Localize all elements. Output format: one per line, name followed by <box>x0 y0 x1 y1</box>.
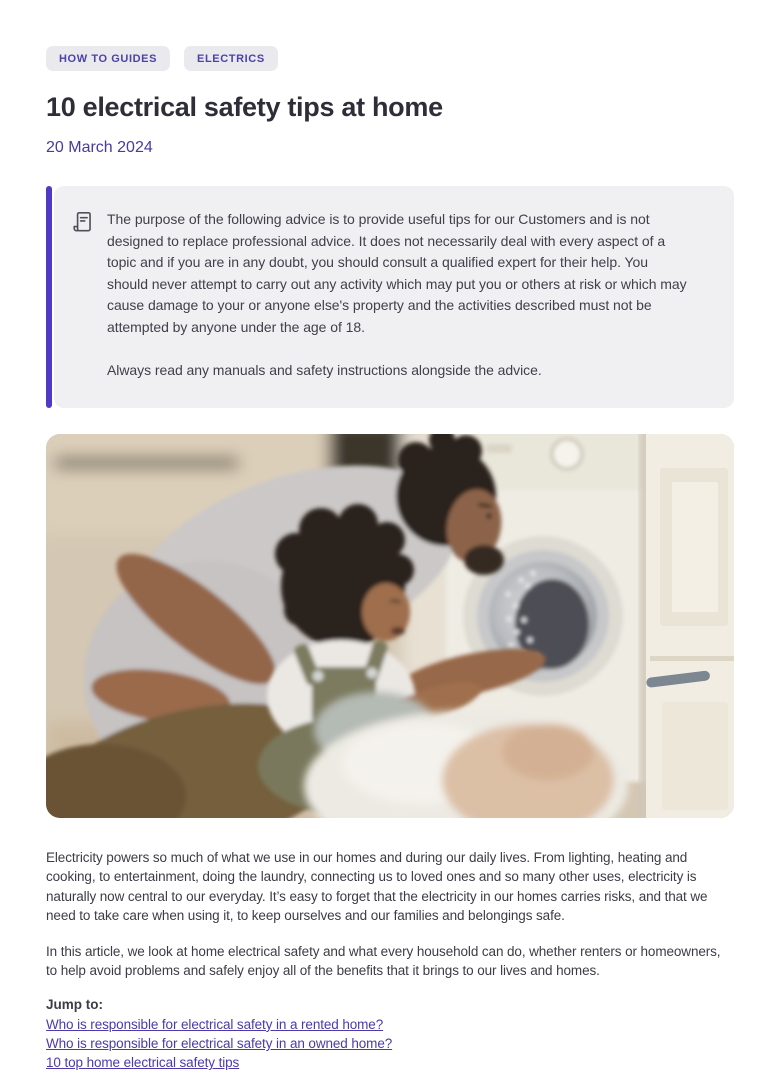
intro-paragraph: Electricity powers so much of what we use in our homes and during our daily lives. From lighting, heating and cooking, to entertainment, doing the laundry, connecting us to loved ones and so many other uses, electricity is naturally now central to our everyday. It’s easy to forget that the electricity in our homes carries risks, and that we need to take care when using it, to keep ourselves and our families and belongings safe. <box>46 849 708 924</box>
tag-how-to-guides[interactable]: HOW TO GUIDES <box>46 46 170 71</box>
disclaimer-text-2: Always read any manuals and safety instructions alongside the advice. <box>107 362 542 379</box>
jump-link-top-tips[interactable]: 10 top home electrical safety tips <box>46 1055 240 1071</box>
document-icon <box>70 209 96 235</box>
jump-link-owned-home[interactable]: Who is responsible for electrical safety in an owned home? <box>46 1036 393 1052</box>
article-paragraph: In this article, we look at home electrical safety and what every household can do, whether renters or homeowners, to help avoid problems and safely enjoy all of the benefits that it brings to our lives and homes. <box>46 943 721 979</box>
hero-illustration <box>46 434 734 818</box>
list-item <box>46 1015 734 1034</box>
accent-bar <box>46 186 52 408</box>
jump-to-label: Jump to: <box>46 996 103 1012</box>
disclaimer-callout <box>46 186 734 408</box>
disclaimer-box <box>54 186 734 408</box>
jump-link-rented-home[interactable]: Who is responsible for electrical safety in a rented home? <box>46 1016 384 1032</box>
hero-image <box>46 434 734 818</box>
list-item <box>46 1053 734 1072</box>
disclaimer-text-1: The purpose of the following advice is to provide useful tips for our Customers and is not designed to replace professional advice. It does not necessarily deal with every aspect of a topic and if you are in any doubt, you should consult a qualified expert for their help. You should never attempt to carry out any activity which may put you or others at risk or which may cause damage to your or anyone else's property and the activities described must not be attempted by anyone under the age of 18. <box>107 211 687 335</box>
tag-electrics[interactable]: ELECTRICS <box>184 46 278 71</box>
jump-link-list <box>46 1015 734 1073</box>
list-item <box>46 1034 734 1053</box>
cabinet <box>640 434 734 818</box>
article-date: 20 March 2024 <box>46 139 153 156</box>
category-tags <box>46 46 734 71</box>
page-title: 10 electrical safety tips at home <box>46 92 443 122</box>
article-page <box>46 0 734 1073</box>
